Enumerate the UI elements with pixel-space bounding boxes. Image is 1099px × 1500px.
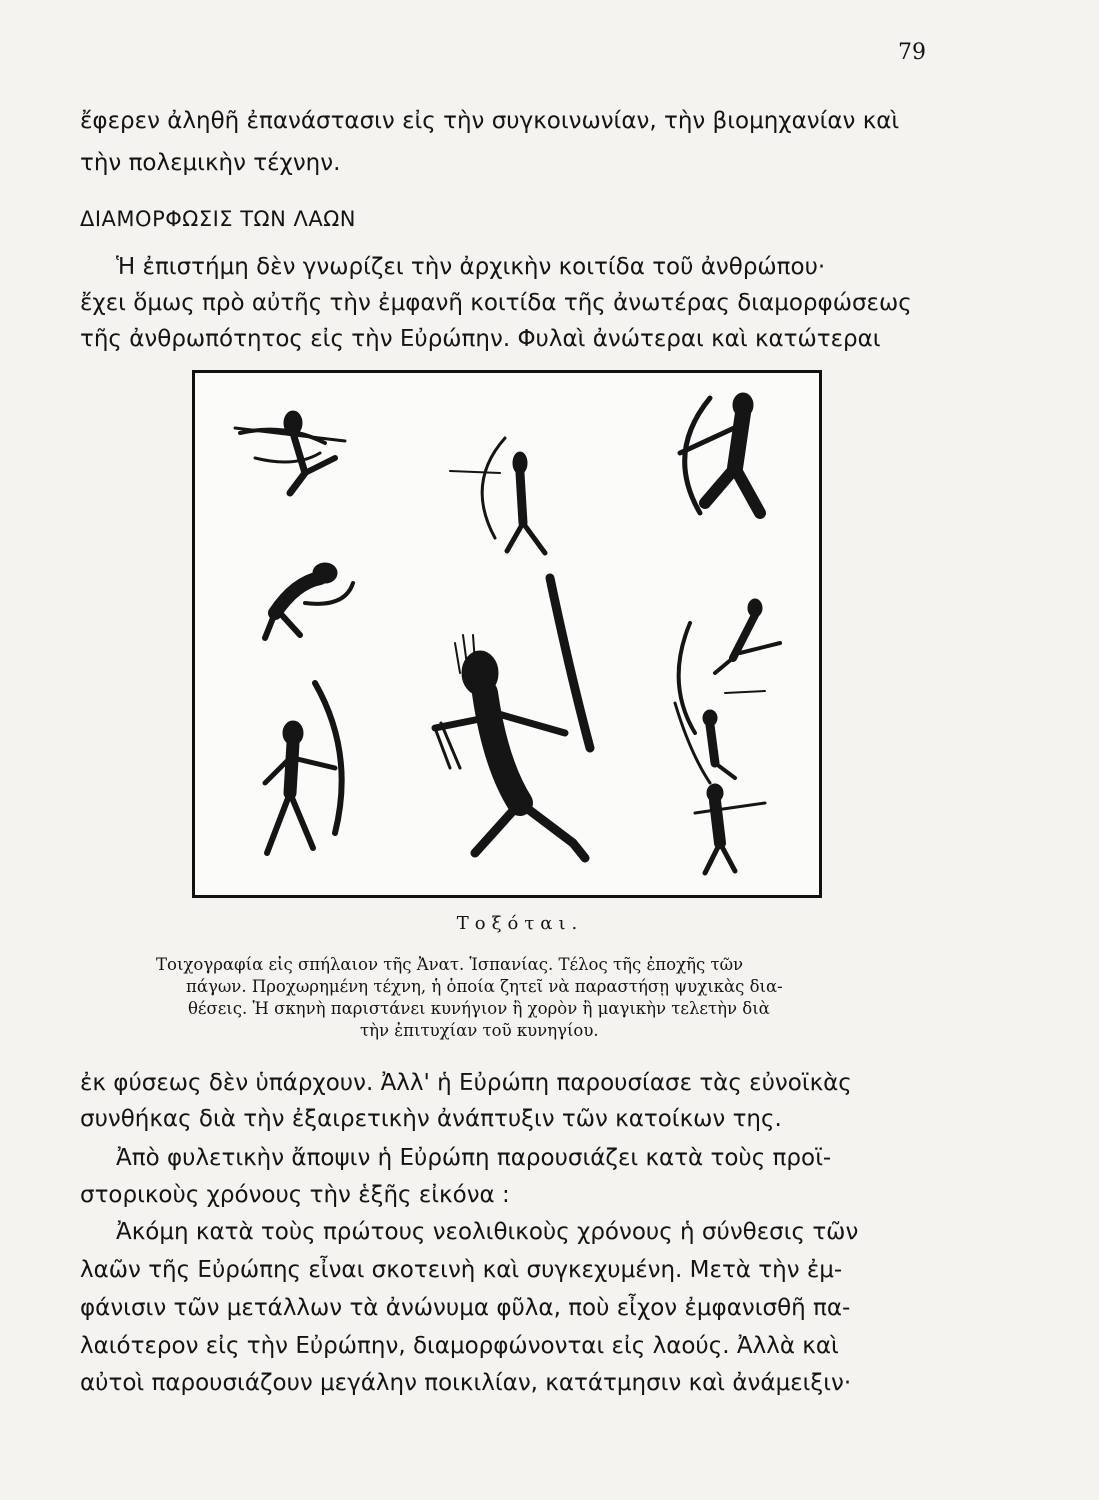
caption-line: θέσεις. Ἡ σκηνὴ παριστάνει κυνήγιον ἢ χορὸν ἢ μαγικὴν τελετὴν διὰ	[188, 999, 770, 1018]
text-line: φάνισιν τῶν μετάλλων τὰ ἀνώνυμα φῦλα, ποὺ εἶχον ἐμφανισθῆ πα-	[80, 1295, 851, 1321]
text-line: στορικοὺς χρόνους τὴν ἑξῆς εἰκόνα :	[80, 1182, 510, 1208]
caption-line: πάγων. Προχωρημένη τέχνη, ἡ ὁποία ζητεῖ νὰ παραστήσῃ ψυχικὰς δια-	[186, 977, 783, 996]
dancer-figure	[265, 683, 342, 853]
archer-figure	[695, 784, 765, 873]
text-line: αὐτοὶ παρουσιάζουν μεγάλην ποικιλίαν, κατάτμησιν καὶ ἀνάμειξιν·	[80, 1370, 852, 1396]
figure-title: Τοξόται.	[456, 913, 584, 934]
archer-figure	[265, 563, 353, 638]
caption-line: τὴν ἐπιτυχίαν τοῦ κυνηγίου.	[360, 1021, 599, 1040]
caption-line: Τοιχογραφία εἰς σπήλαιον τῆς Ἀνατ. Ἱσπανίας. Τέλος τῆς ἐποχῆς τῶν	[156, 955, 744, 974]
archer-figure	[235, 411, 345, 493]
shaman-figure	[435, 578, 590, 858]
cave-painting-archers-illustration	[195, 373, 819, 895]
page-number: 79	[898, 40, 926, 65]
text-line: λαιότερον εἰς τὴν Εὐρώπην, διαμορφώνονται εἰς λαούς. Ἀλλὰ καὶ	[80, 1333, 839, 1359]
text-line: Ἀπὸ φυλετικὴν ἄποψιν ἡ Εὐρώπη παρουσιάζει κατὰ τοὺς προϊ-	[116, 1145, 832, 1171]
text-line: ἐκ φύσεως δὲν ὑπάρχουν. Ἀλλ' ἡ Εὐρώπη παρουσίασε τὰς εὐνοϊκὰς	[80, 1070, 852, 1096]
text-line: Ἀκόμη κατὰ τοὺς πρώτους νεολιθικοὺς χρόνους ἡ σύνθεσις τῶν	[116, 1219, 859, 1245]
text-line: τὴν πολεμικὴν τέχνην.	[80, 150, 341, 176]
archer-figure	[450, 438, 545, 553]
section-heading: ΔΙΑΜΟΡΦΩΣΙΣ ΤΩΝ ΛΑΩΝ	[80, 207, 356, 231]
figure-frame	[192, 370, 822, 898]
text-line: συνθήκας διὰ τὴν ἐξαιρετικὴν ἀνάπτυξιν τῶν κατοίκων της.	[80, 1106, 782, 1132]
text-line: ἔχει ὅμως πρὸ αὐτῆς τὴν ἐμφανῆ κοιτίδα τῆς ἀνωτέρας διαμορφώσεως	[80, 290, 912, 316]
text-line: ἔφερεν ἀληθῆ ἐπανάστασιν εἰς τὴν συγκοινωνίαν, τὴν βιομηχανίαν καὶ	[80, 108, 900, 134]
text-line: Ἡ ἐπιστήμη δὲν γνωρίζει τὴν ἀρχικὴν κοιτίδα τοῦ ἀνθρώπου·	[116, 254, 826, 280]
text-line: λαῶν τῆς Εὐρώπης εἶναι σκοτεινὴ καὶ συγκεχυμένη. Μετὰ τὴν ἐμ-	[80, 1257, 843, 1283]
text-line: τῆς ἀνθρωπότητος εἰς τὴν Εὐρώπην. Φυλαὶ ἀνώτεραι καὶ κατώτεραι	[80, 326, 881, 352]
archer-figure	[680, 393, 760, 513]
archer-figure	[679, 599, 780, 733]
